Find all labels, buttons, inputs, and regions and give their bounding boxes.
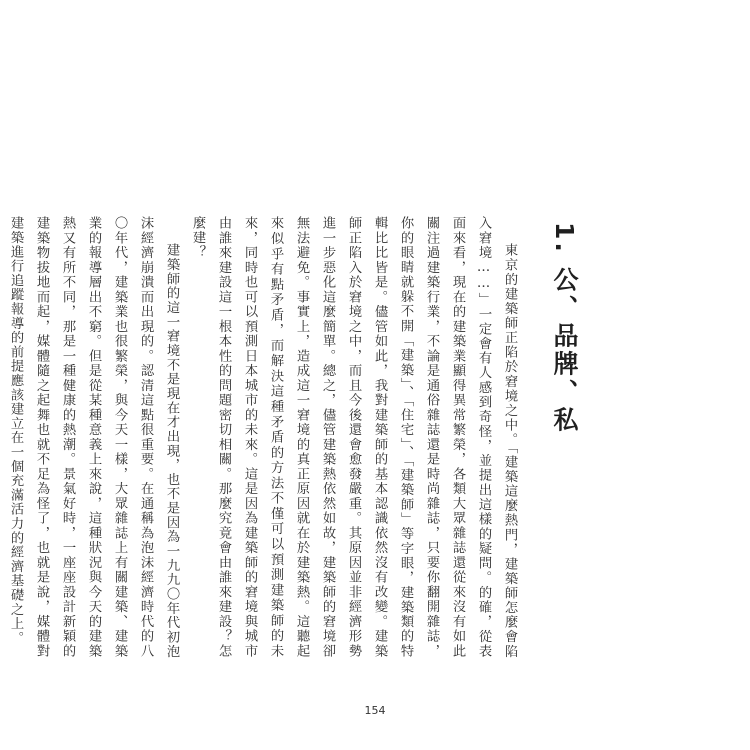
body-text (8, 216, 522, 658)
page-number: 154 (364, 704, 386, 717)
section-heading: 1. 公、品牌、私 (550, 222, 579, 435)
paragraph-2: 建築師的這一窘境不是現在才出現，也不是因為一九九〇年代初泡沫經濟崩潰而出現的。認清這點很重要。在通稱為泡沫經濟時代的八〇年代，建築業也很繁榮，與今天一樣，大眾雜誌上有關建築、建築業的報導層出不窮。但是從某種意義上來說，這種狀況與今天的建築熱又有所不同，那是一種健康的熱潮。景氣好時，一座座設計新穎的建築物拔地而起，媒體隨之起舞也就不足為怪了，也就是說，媒體對建築進行追蹤報導的前提應該建立在一個充滿活力的經濟基礎之上。 (8, 216, 179, 658)
paragraph-3 (0, 216, 2, 658)
paragraph-1: 東京的建築師正陷於窘境之中。「建築這麼熱門，建築師怎麼會陷入窘境……」一定會有人感到奇怪，並提出這樣的疑問。的確，從表面來看，現在的建築業顯得異常繁榮，各類大眾雜誌還從來沒有如此關注過建築行業，不論是通俗雜誌還是時尚雜誌，只要你翻開雜誌，你的眼睛就躲不開「建築」、「住宅」、「建築師」等字眼，建築類的特輯比比皆是。儘管如此，我對建築師的基本認識依然沒有改變。建築師正陷入於窘境之中，而且今後還會愈發嚴重。其原因並非經濟形勢進一步惡化這麼簡單。總之，儘管建築熱依然如故，建築師的窘境卻無法避免。事實上，造成這一窘境的真正原因就在於建築熱。這聽起來似乎有點矛盾，而解決這種矛盾的方法不僅可以預測建築師的未來，同時也可以預測日本城市的未來。這是因為建築師的窘境與城市由誰來建設這一根本性的問題密切相關。那麼究竟會由誰來建設？怎麼建？ (190, 216, 517, 658)
